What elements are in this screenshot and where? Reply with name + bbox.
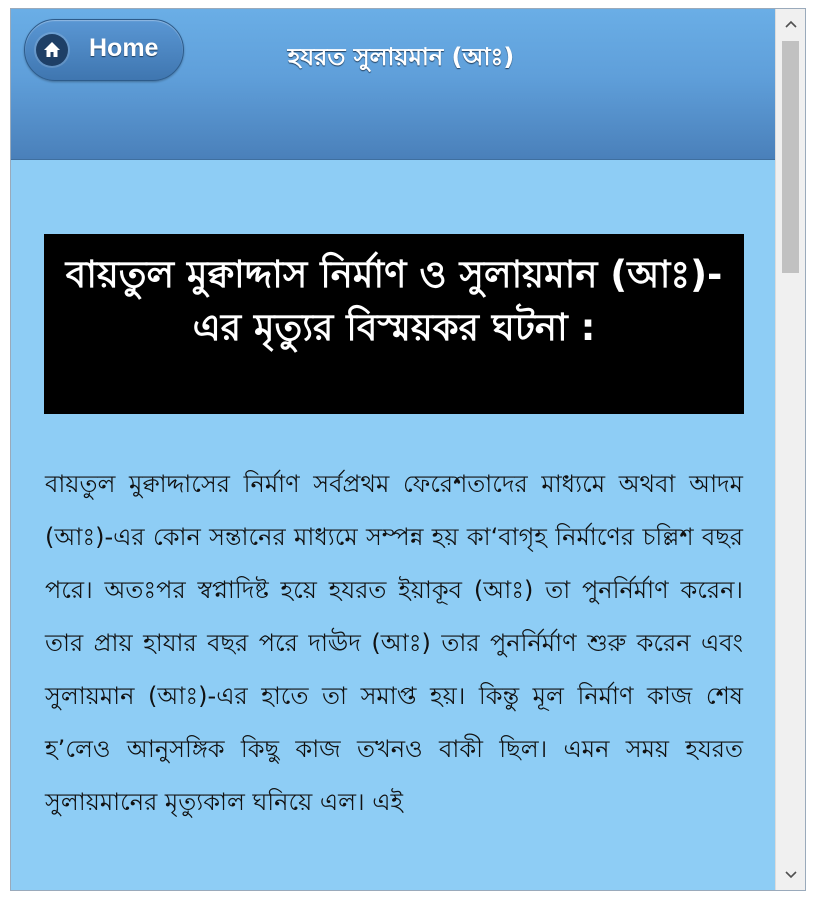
scrollbar-thumb[interactable] xyxy=(782,41,799,273)
article-heading: বায়তুল মুক্বাদ্দাস নির্মাণ ও সুলায়মান (আঃ)-এর মৃত্যুর বিস্ময়কর ঘটনা : xyxy=(44,234,744,414)
app-window xyxy=(10,8,806,891)
home-button-label: Home xyxy=(89,34,159,62)
page-title: হযরত সুলায়মান (আঃ) xyxy=(287,43,515,71)
home-button[interactable] xyxy=(24,19,184,81)
article-body: বায়তুল মুক্বাদ্দাসের নির্মাণ সর্বপ্রথম ফেরেশতাদের মাধ্যমে অথবা আদম (আঃ)-এর কোন সন্তানের মাধ্যমে সম্পন্ন হয় কা‘বাগৃহ নির্মাণের চল্লিশ বছর পরে। অতঃপর স্বপ্নাদিষ্ট হয়ে হযরত ইয়াকূব (আঃ) তা পুনর্নির্মাণ করেন। তার প্রায় হাযার বছর পরে দাঊদ (আঃ) তার পুনর্নির্মাণ শুরু করেন এবং সুলায়মান (আঃ)-এর হাতে তা সমাপ্ত হয়। কিন্তু মূল নির্মাণ কাজ শেষ হ’লেও আনুসঙ্গিক কিছু কাজ তখনও বাকী ছিল। এমন সময় হযরত সুলায়মানের মৃত্যুকাল ঘনিয়ে এল। এই xyxy=(45,470,743,816)
home-icon xyxy=(36,34,68,66)
article-content xyxy=(11,160,776,890)
header-bar xyxy=(11,9,776,160)
chevron-up-icon[interactable] xyxy=(776,11,805,37)
chevron-down-icon[interactable] xyxy=(776,862,805,888)
vertical-scrollbar[interactable] xyxy=(775,9,805,890)
